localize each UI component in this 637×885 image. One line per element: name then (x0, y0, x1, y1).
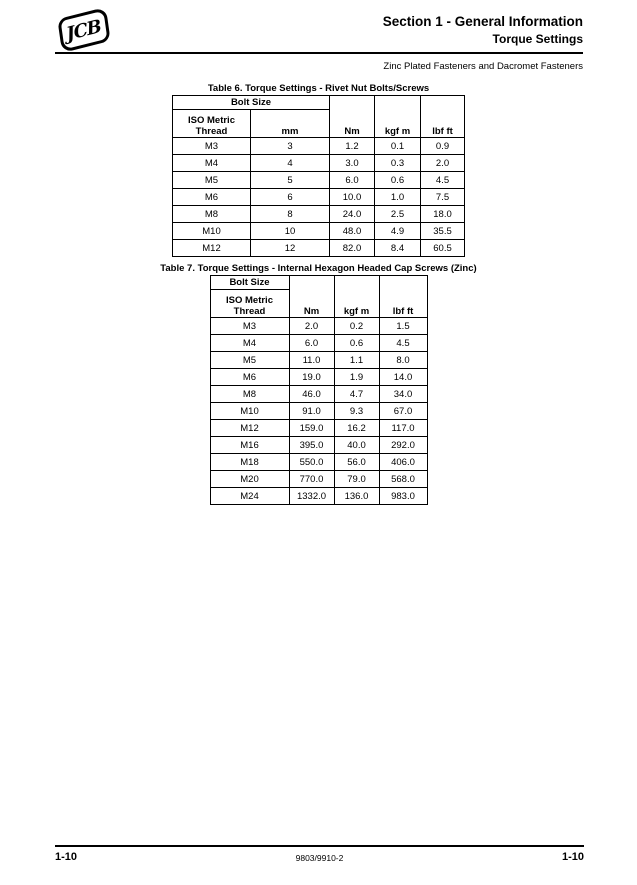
table-row (173, 189, 465, 206)
table-cell: 35.5 (421, 223, 465, 240)
table-cell: 136.0 (334, 488, 379, 505)
table-row (210, 454, 427, 471)
table-cell: M12 (210, 420, 289, 437)
table-cell: 1332.0 (289, 488, 334, 505)
table-cell: 67.0 (379, 403, 427, 420)
page-number-right: 1-10 (561, 851, 584, 863)
table-title: Table 7. Torque Settings - Internal Hexagon Headed Cap Screws (Zinc) (160, 263, 477, 274)
table-cell: 1.9 (334, 369, 379, 386)
table-cell: 1.0 (375, 189, 421, 206)
table-cell: 11.0 (289, 352, 334, 369)
jcb-logo-text: JCB (65, 15, 103, 45)
table-cell: 6.0 (330, 172, 375, 189)
table-cell: 12 (251, 240, 330, 257)
table-cell: 82.0 (330, 240, 375, 257)
table-cell: 6.0 (289, 335, 334, 352)
table-cell: 983.0 (379, 488, 427, 505)
table-cell: 18.0 (421, 206, 465, 223)
table-cell: M24 (210, 488, 289, 505)
table-cell: 0.9 (421, 138, 465, 155)
table-row (210, 386, 427, 403)
table-cell: 34.0 (379, 386, 427, 403)
table-cell: 19.0 (289, 369, 334, 386)
header-divider (55, 52, 583, 54)
table-cell: 550.0 (289, 454, 334, 471)
table-cell: 4.5 (421, 172, 465, 189)
table-cell: 6 (251, 189, 330, 206)
table-cell: 0.2 (334, 318, 379, 335)
table-cell: 2.0 (421, 155, 465, 172)
table-cell: M4 (210, 335, 289, 352)
fasteners-subheading: Zinc Plated Fasteners and Dacromet Fasteners (383, 61, 583, 72)
table-cell: 4.9 (375, 223, 421, 240)
unit-header-cell: kgf m (334, 276, 379, 318)
table-cell: 79.0 (334, 471, 379, 488)
table-cell: 1.2 (330, 138, 375, 155)
table-cell: 9.3 (334, 403, 379, 420)
table-cell: 117.0 (379, 420, 427, 437)
table-cell: 770.0 (289, 471, 334, 488)
table-cell: 4.7 (334, 386, 379, 403)
section-title: Section 1 - General Information (382, 14, 583, 29)
tables-container (0, 84, 637, 512)
table-cell: 3 (251, 138, 330, 155)
torque-table (172, 95, 465, 257)
table-row (173, 240, 465, 257)
table-cell: 395.0 (289, 437, 334, 454)
table-row (173, 223, 465, 240)
table-row (173, 206, 465, 223)
header-row-group (210, 276, 427, 290)
table-row (173, 155, 465, 172)
table-cell: 24.0 (330, 206, 375, 223)
sub-header-cell: ISO Metric Thread (210, 290, 289, 318)
table-cell: 406.0 (379, 454, 427, 471)
table-row (210, 420, 427, 437)
torque-table-block-1 (0, 84, 637, 257)
table-cell: 4 (251, 155, 330, 172)
table-cell: 46.0 (289, 386, 334, 403)
jcb-logo (57, 7, 110, 53)
doc-number: 9803/9910-2 (295, 853, 344, 863)
group-header-cell: Bolt Size (173, 96, 330, 110)
table-row (210, 403, 427, 420)
table-cell: 159.0 (289, 420, 334, 437)
table-cell: 568.0 (379, 471, 427, 488)
table-cell: 2.5 (375, 206, 421, 223)
table-cell: 5 (251, 172, 330, 189)
table-row (210, 352, 427, 369)
table-cell: M16 (210, 437, 289, 454)
page-number-left: 1-10 (55, 851, 78, 863)
table-cell: M10 (173, 223, 251, 240)
table-row (210, 318, 427, 335)
table-cell: 8 (251, 206, 330, 223)
table-cell: M6 (210, 369, 289, 386)
unit-header-cell: Nm (330, 96, 375, 138)
table-cell: 8.0 (379, 352, 427, 369)
torque-table (210, 275, 428, 505)
table-title: Table 6. Torque Settings - Rivet Nut Bolts/Screws (207, 83, 430, 94)
table-cell: 0.6 (375, 172, 421, 189)
group-header-cell: Bolt Size (210, 276, 289, 290)
torque-table-block-2 (0, 264, 637, 505)
table-cell: M5 (210, 352, 289, 369)
table-cell: M5 (173, 172, 251, 189)
table-cell: 10.0 (330, 189, 375, 206)
table-cell: 292.0 (379, 437, 427, 454)
table-cell: 48.0 (330, 223, 375, 240)
header-row-group (173, 96, 465, 110)
table-cell: M20 (210, 471, 289, 488)
table-cell: 60.5 (421, 240, 465, 257)
table-cell: M6 (173, 189, 251, 206)
unit-header-cell: kgf m (375, 96, 421, 138)
table-cell: 14.0 (379, 369, 427, 386)
table-row (210, 471, 427, 488)
table-cell: 16.2 (334, 420, 379, 437)
table-cell: 8.4 (375, 240, 421, 257)
page-header (383, 13, 583, 47)
page-subtitle: Torque Settings (492, 32, 583, 46)
unit-header-cell: lbf ft (379, 276, 427, 318)
table-row (210, 437, 427, 454)
table-row (173, 138, 465, 155)
unit-header-cell: lbf ft (421, 96, 465, 138)
table-cell: 0.3 (375, 155, 421, 172)
table-cell: 40.0 (334, 437, 379, 454)
table-cell: M8 (210, 386, 289, 403)
table-row (210, 488, 427, 505)
table-cell: M4 (173, 155, 251, 172)
page-footer (55, 845, 584, 863)
table-row (210, 369, 427, 386)
table-cell: 0.1 (375, 138, 421, 155)
table-cell: 0.6 (334, 335, 379, 352)
table-cell: M8 (173, 206, 251, 223)
table-cell: 1.1 (334, 352, 379, 369)
table-cell: M18 (210, 454, 289, 471)
table-cell: 7.5 (421, 189, 465, 206)
table-row (173, 172, 465, 189)
table-cell: M3 (173, 138, 251, 155)
table-cell: 3.0 (330, 155, 375, 172)
table-cell: M12 (173, 240, 251, 257)
sub-header-cell: ISO Metric Thread (173, 110, 251, 138)
unit-header-cell: Nm (289, 276, 334, 318)
table-cell: 1.5 (379, 318, 427, 335)
footer-row (55, 847, 584, 863)
table-cell: M3 (210, 318, 289, 335)
table-cell: 10 (251, 223, 330, 240)
table-cell: 91.0 (289, 403, 334, 420)
table-row (210, 335, 427, 352)
table-cell: 56.0 (334, 454, 379, 471)
sub-header-cell: mm (251, 110, 330, 138)
table-cell: 2.0 (289, 318, 334, 335)
table-cell: M10 (210, 403, 289, 420)
table-cell: 4.5 (379, 335, 427, 352)
